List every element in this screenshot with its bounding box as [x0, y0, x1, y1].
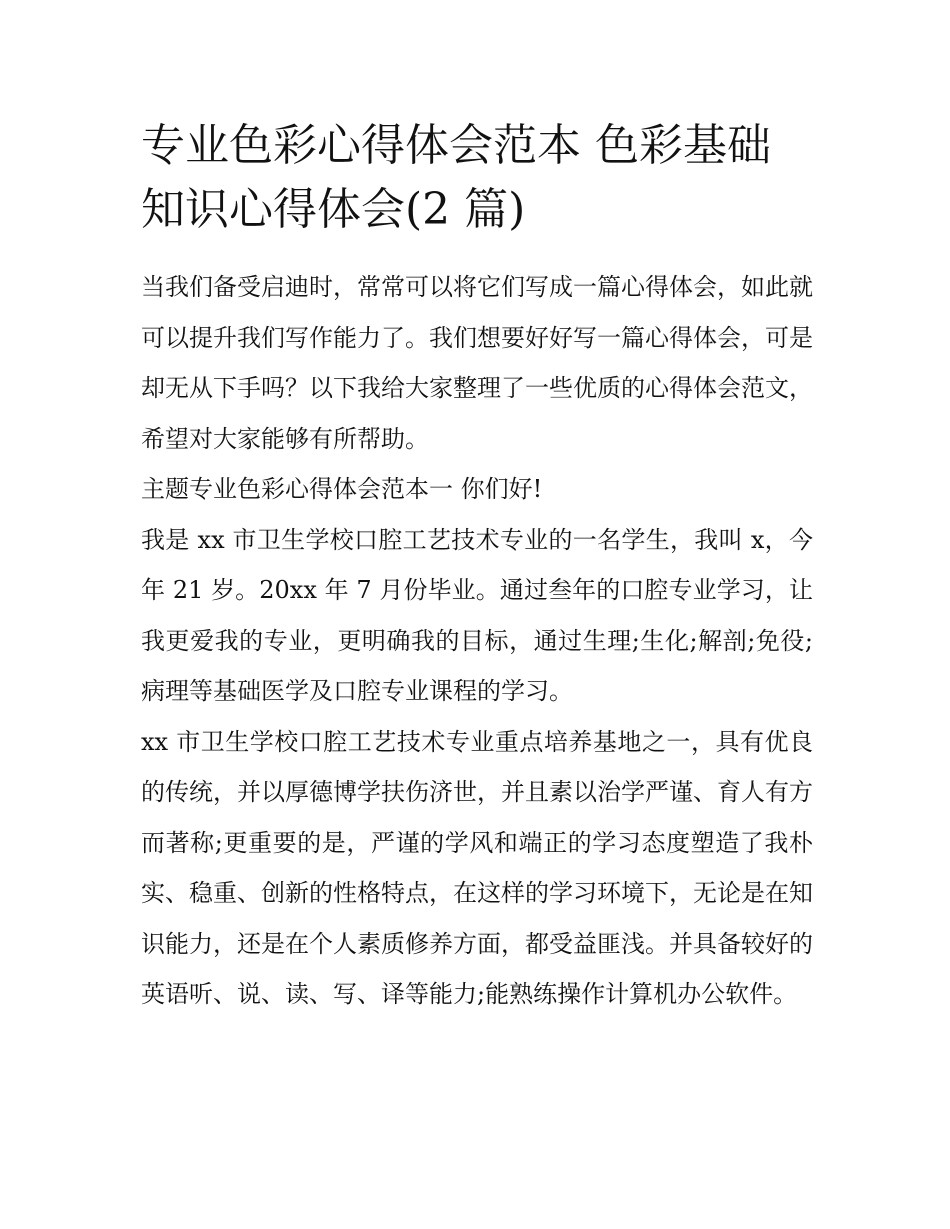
paragraph-intro: 当我们备受启迪时，常常可以将它们写成一篇心得体会，如此就可以提升我们写作能力了。我们想要好好写一篇心得体会，可是却无从下手吗？以下我给大家整理了一些优质的心得体会范文，希望对大家能够有所帮助。: [141, 273, 813, 453]
paragraph-school-description: xx 市卫生学校口腔工艺技术专业重点培养基地之一，具有优良的传统，并以厚德博学扶伤济世，并且素以治学严谨、育人有方而著称;更重要的是，严谨的学风和端正的学习态度塑造了我朴实、稳重、创新的性格特点，在这样的学习环境下，无论是在知识能力，还是在个人素质修养方面，都受益匪浅。并具备较好的英语听、说、读、写、译等能力;能熟练操作计算机办公软件。: [141, 727, 813, 1008]
document-title: 专业色彩心得体会范本 色彩基础知识心得体会(2 篇): [141, 120, 771, 235]
paragraph-topic-heading: 主题专业色彩心得体会范本一 你们好!: [141, 475, 543, 503]
document-body: [141, 114, 813, 1020]
paragraph-self-introduction: 我是 xx 市卫生学校口腔工艺技术专业的一名学生，我叫 x，今年 21 岁。20xx 年 7 月份毕业。通过叁年的口腔专业学习，让我更爱我的专业，更明确我的目标，通过生理;生化;解剖;免役;病理等基础医学及口腔专业课程的学习。: [141, 525, 813, 705]
